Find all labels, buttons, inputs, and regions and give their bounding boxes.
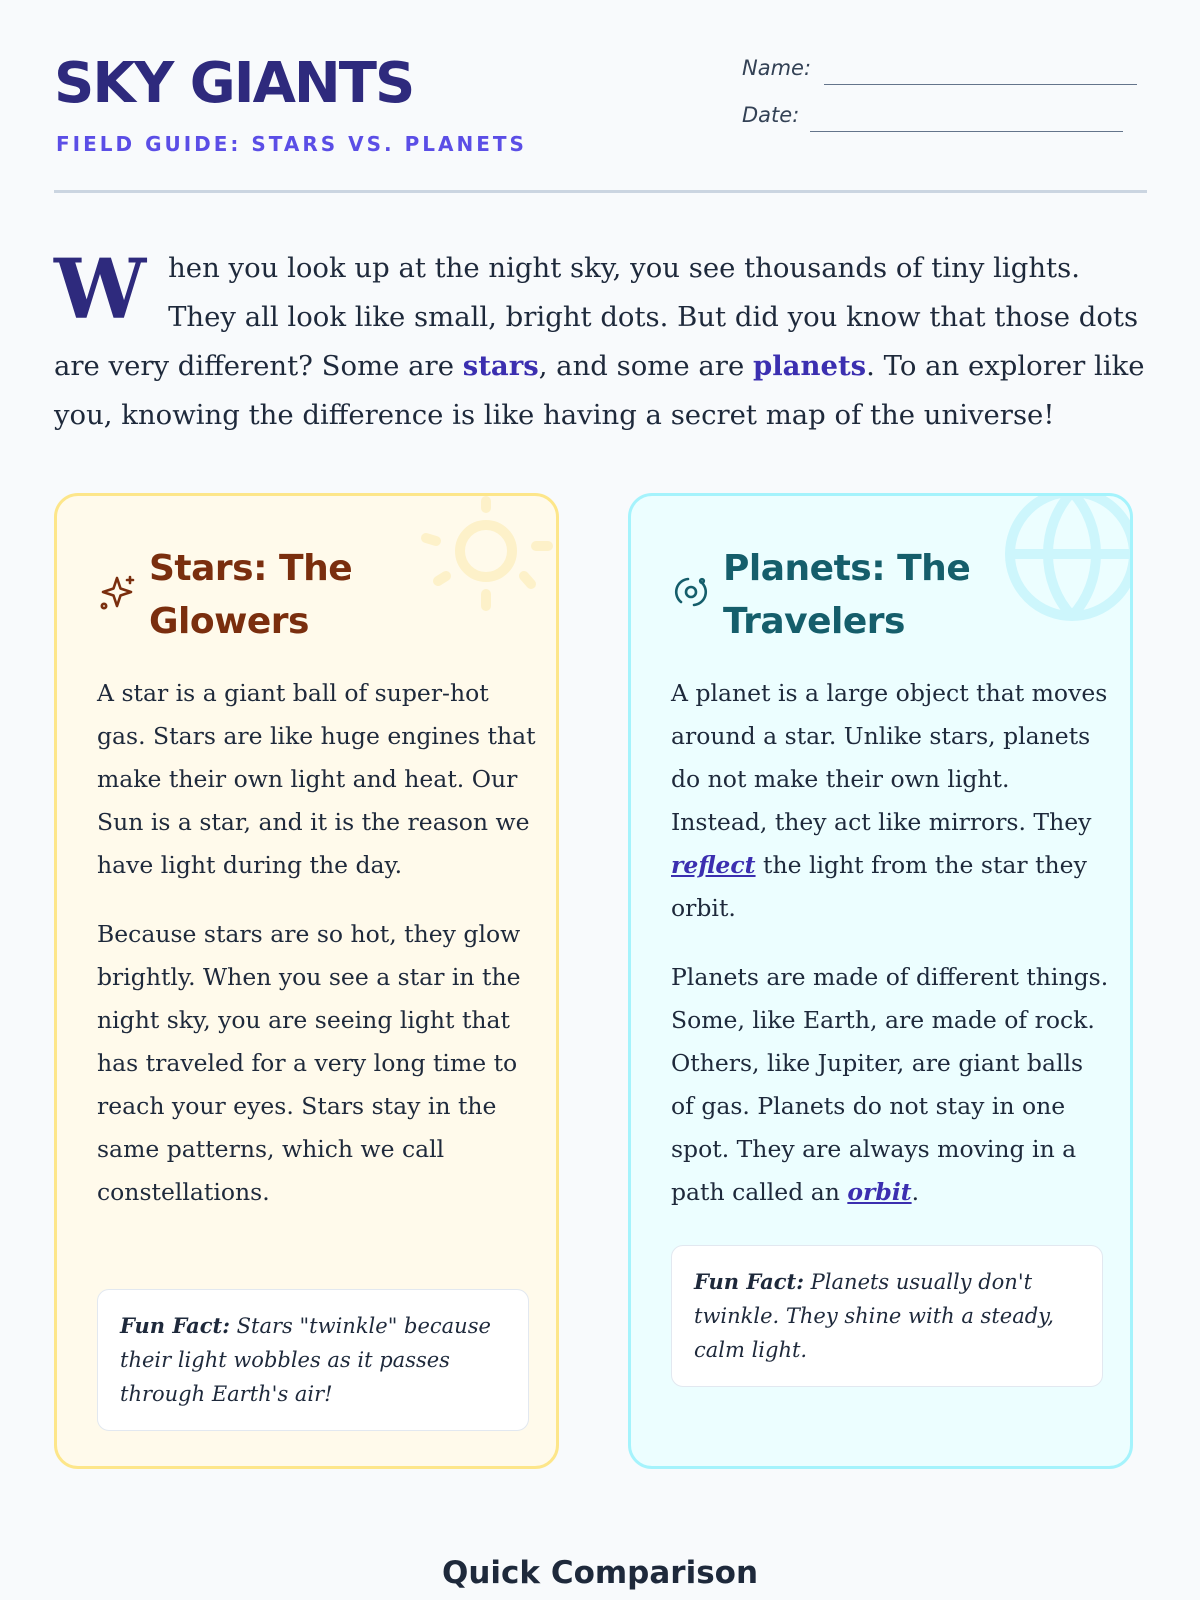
planets-card-title: Planets: The Travelers	[723, 548, 971, 642]
stars-paragraph-1: A star is a giant ball of super-hot gas. Stars are like huge engines that make their own light and heat. Our Sun is a star, and it is the reason we have light during the day.	[97, 679, 536, 879]
stars-card-body	[97, 672, 537, 1240]
name-field[interactable]	[742, 48, 1147, 78]
sparkle-icon	[97, 572, 137, 612]
fun-fact-text: Stars "twinkle" because their light wobbles as it passes through Earth's air!	[120, 1314, 491, 1406]
planets-card	[628, 493, 1133, 1469]
intro-paragraph	[54, 244, 1147, 440]
stars-paragraph-2: Because stars are so hot, they glow brightly. When you see a star in the night sky, you are seeing light that has traveled for a very long time to reach your eyes. Stars stay in the same patterns, which we call constellations.	[97, 920, 521, 1206]
planets-card-body	[671, 672, 1111, 1240]
page-subtitle: FIELD GUIDE: STARS VS. PLANETS	[56, 132, 527, 156]
stars-fun-fact	[97, 1289, 529, 1431]
term-reflect[interactable]: reflect	[671, 851, 756, 879]
fun-fact-label: Fun Fact:	[694, 1269, 804, 1294]
page-title: SKY GIANTS	[54, 51, 414, 116]
planets-p2-text-a: Planets are made of different things. Some, like Earth, are made of rock. Others, like Jupiter, are giant balls of gas. Planets do not stay in one spot. They are always moving in a path called an	[671, 963, 1109, 1206]
planets-p1-text-a: A planet is a large object that moves around a star. Unlike stars, planets do not make their own light. Instead, they act like mirrors. They	[671, 679, 1108, 836]
stars-card-title: Stars: The Glowers	[149, 548, 353, 642]
planets-paragraph-2	[671, 956, 1111, 1214]
fun-fact-label: Fun Fact:	[120, 1313, 230, 1338]
comparison-heading: Quick Comparison	[441, 1555, 759, 1591]
worksheet-header	[54, 48, 1147, 193]
name-line[interactable]	[824, 84, 1137, 85]
planets-paragraph-1	[671, 672, 1111, 930]
intro-text-3: . To an explorer like you, knowing the difference is like having a secret map of the universe!	[54, 350, 1145, 431]
term-planets: planets	[752, 350, 867, 382]
term-orbit[interactable]: orbit	[847, 1178, 912, 1206]
planets-p2-text-b: .	[911, 1178, 920, 1206]
stars-card	[54, 493, 559, 1469]
intro-text-1: hen you look up at the night sky, you see thousands of tiny lights. They all look like small, bright dots. But did you know that those dots are very different? Some are	[54, 252, 1139, 382]
planets-fun-fact	[671, 1245, 1103, 1387]
planets-p1-text-b: the light from the star they orbit.	[671, 851, 1087, 922]
planets-card-header	[671, 542, 1091, 652]
orbit-icon	[671, 572, 711, 612]
date-line[interactable]	[810, 131, 1123, 132]
drop-cap: W	[54, 242, 147, 338]
stars-card-header	[97, 542, 517, 652]
fun-fact-text: Planets usually don't twinkle. They shine with a steady, calm light.	[694, 1270, 1054, 1362]
date-label: Date:	[742, 103, 800, 127]
name-label: Name:	[742, 56, 812, 80]
date-field[interactable]	[742, 95, 1147, 125]
intro-text-2: , and some are	[538, 350, 753, 382]
term-stars: stars	[462, 350, 539, 382]
